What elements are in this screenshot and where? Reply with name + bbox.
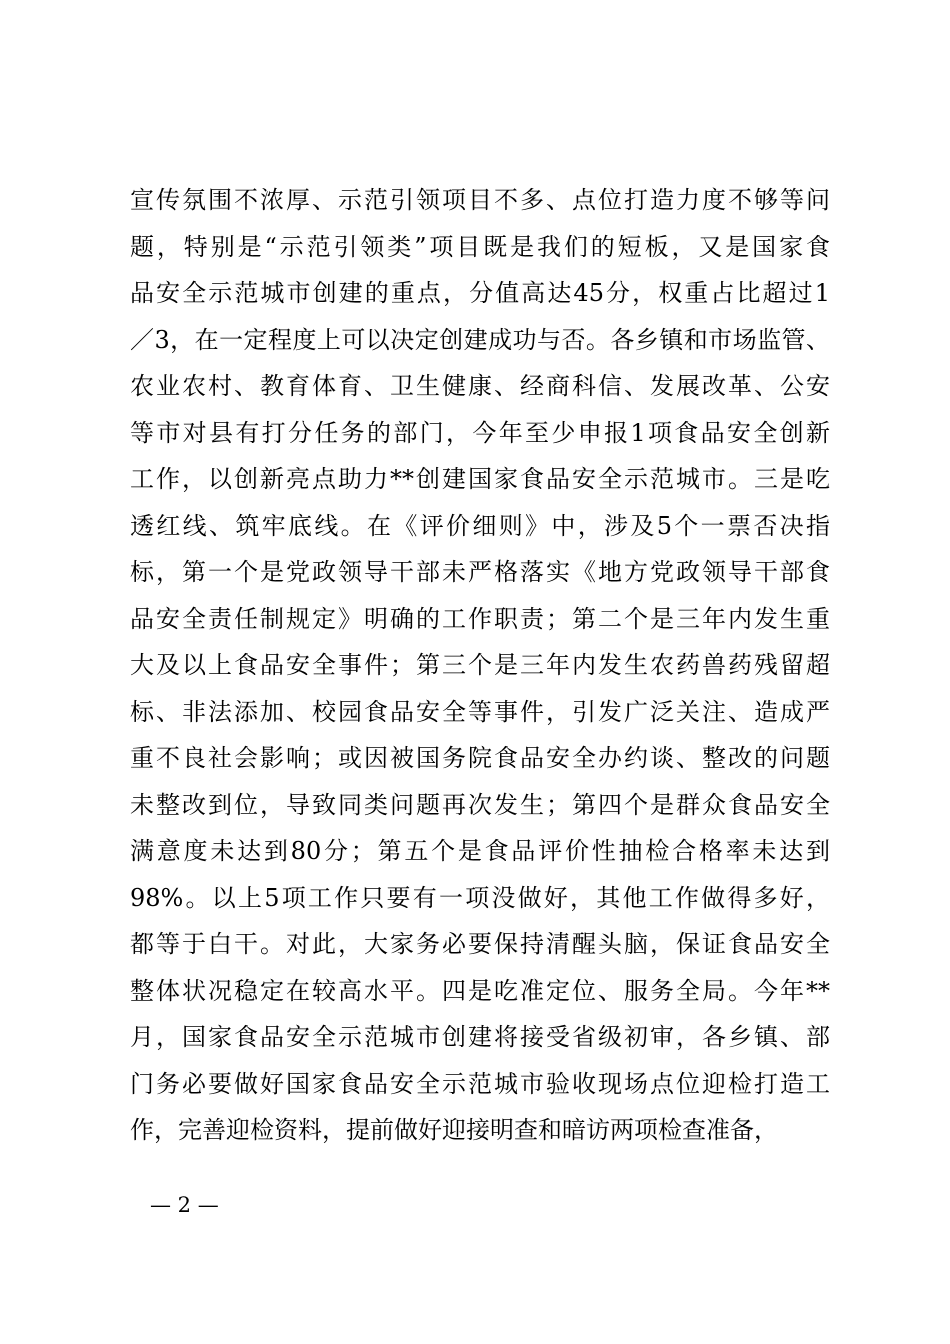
text-line-16: 98%。以上5项工作只要有一项没做好，其他工作做得多好， xyxy=(130,883,830,912)
text-line-11: 大及以上食品安全事件；第三个是三年内发生农药兽药残留超 xyxy=(130,651,830,679)
text-line-15: 满意度未达到80分；第五个是食品评价性抽检合格率未达到 xyxy=(130,837,830,865)
text-line-18: 整体状况稳定在较高水平。四是吃准定位、服务全局。今年** xyxy=(130,976,830,1005)
text-line-13: 重不良社会影响；或因被国务院食品安全办约谈、整改的问题 xyxy=(130,744,830,772)
text-line-9: 标，第一个是党政领导干部未严格落实《地方党政领导干部食 xyxy=(130,558,830,586)
text-line-8: 透红线、筑牢底线。在《评价细则》中，涉及5个一票否决指 xyxy=(130,511,830,540)
text-line-5: 农业农村、教育体育、卫生健康、经商科信、发展改革、公安 xyxy=(130,372,830,400)
body-paragraph xyxy=(130,177,830,1154)
text-line-2: 题，特别是“示范引领类”项目既是我们的短板，又是国家食 xyxy=(130,232,830,261)
text-line-6: 等市对县有打分任务的部门，今年至少申报1项食品安全创新 xyxy=(130,418,830,447)
text-line-20: 门务必要做好国家食品安全示范城市验收现场点位迎检打造工 xyxy=(130,1069,830,1098)
text-line-21: 作，完善迎检资料，提前做好迎接明查和暗访两项检查准备， xyxy=(130,1116,778,1144)
text-line-3: 品安全示范城市创建的重点，分值高达45分，权重占比超过1 xyxy=(130,279,830,307)
text-line-17: 都等于白干。对此，大家务必要保持清醒头脑，保证食品安全 xyxy=(130,930,830,958)
text-line-1: 宣传氛围不浓厚、示范引领项目不多、点位打造力度不够等问 xyxy=(130,186,830,214)
text-line-19: 月，国家食品安全示范城市创建将接受省级初审，各乡镇、部 xyxy=(130,1023,830,1051)
text-line-7: 工作，以创新亮点助力**创建国家食品安全示范城市。三是吃 xyxy=(130,465,830,493)
text-line-12: 标、非法添加、校园食品安全等事件，引发广泛关注、造成严 xyxy=(130,697,830,726)
page-number: — 2 — xyxy=(150,1193,219,1217)
text-line-4: ／3，在一定程度上可以决定创建成功与否。各乡镇和市场监管、 xyxy=(130,325,830,354)
text-line-10: 品安全责任制规定》明确的工作职责；第二个是三年内发生重 xyxy=(130,604,830,633)
text-line-14: 未整改到位，导致同类问题再次发生；第四个是群众食品安全 xyxy=(130,790,830,819)
